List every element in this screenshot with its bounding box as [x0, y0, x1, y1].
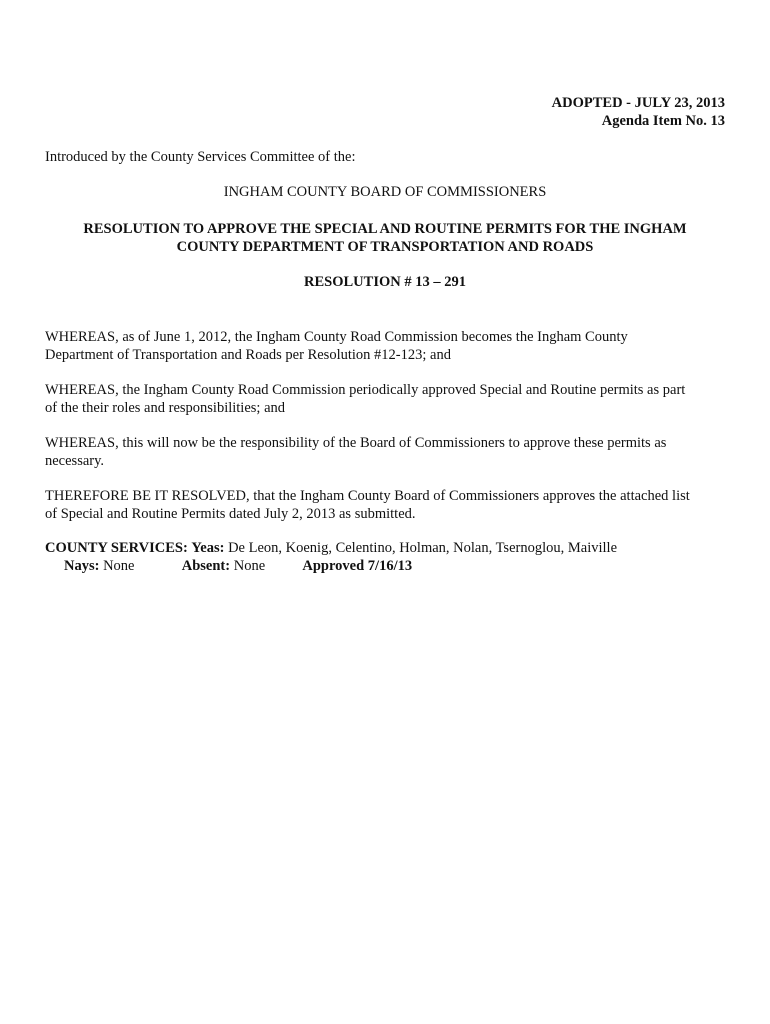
committee-vote	[45, 539, 745, 575]
approved-date: Approved 7/16/13	[302, 558, 413, 574]
adoption-header	[552, 94, 725, 130]
introduced-by: Introduced by the County Services Committee of the:	[45, 149, 356, 165]
resolution-title	[50, 220, 720, 256]
paragraph-line: WHEREAS, this will now be the responsibility of the Board of Commissioners to approve these permits as	[45, 435, 667, 451]
nays-label: Nays:	[64, 558, 100, 574]
paragraph-line: of Special and Routine Permits dated July 2, 2013 as submitted.	[45, 506, 416, 522]
committee-label: COUNTY SERVICES:	[45, 540, 188, 556]
resolution-title-line1: RESOLUTION TO APPROVE THE SPECIAL AND ROUTINE PERMITS FOR THE INGHAM	[83, 221, 687, 237]
whereas-paragraph-2	[45, 381, 725, 417]
adopted-date: ADOPTED - JULY 23, 2013	[551, 95, 725, 111]
absent-label: Absent:	[181, 558, 231, 574]
whereas-paragraph-3	[45, 434, 725, 470]
paragraph-line: necessary.	[45, 453, 105, 469]
paragraph-line: WHEREAS, the Ingham County Road Commission periodically approved Special and Routine permits as part	[45, 382, 686, 398]
nays-value: None	[103, 558, 135, 574]
paragraph-line: THEREFORE BE IT RESOLVED, that the Ingham County Board of Commissioners approves the attached list	[45, 488, 690, 504]
resolution-title-line2: COUNTY DEPARTMENT OF TRANSPORTATION AND ROADS	[176, 239, 594, 255]
vote-line-2	[45, 557, 745, 575]
board-name: INGHAM COUNTY BOARD OF COMMISSIONERS	[223, 184, 547, 200]
paragraph-line: Department of Transportation and Roads per Resolution #12-123; and	[45, 347, 451, 363]
resolved-paragraph	[45, 487, 725, 523]
yeas-label: Yeas:	[191, 540, 225, 556]
paragraph-line: of the their roles and responsibilities; and	[45, 400, 286, 416]
absent-value: None	[233, 558, 266, 574]
whereas-paragraph-1	[45, 328, 725, 364]
agenda-item-number: Agenda Item No. 13	[601, 113, 725, 129]
yeas-list: De Leon, Koenig, Celentino, Holman, Nolan, Tsernoglou, Maiville	[228, 540, 617, 556]
vote-line-1	[45, 539, 745, 557]
resolution-number: RESOLUTION # 13 – 291	[304, 274, 466, 290]
paragraph-line: WHEREAS, as of June 1, 2012, the Ingham County Road Commission becomes the Ingham County	[45, 329, 628, 345]
